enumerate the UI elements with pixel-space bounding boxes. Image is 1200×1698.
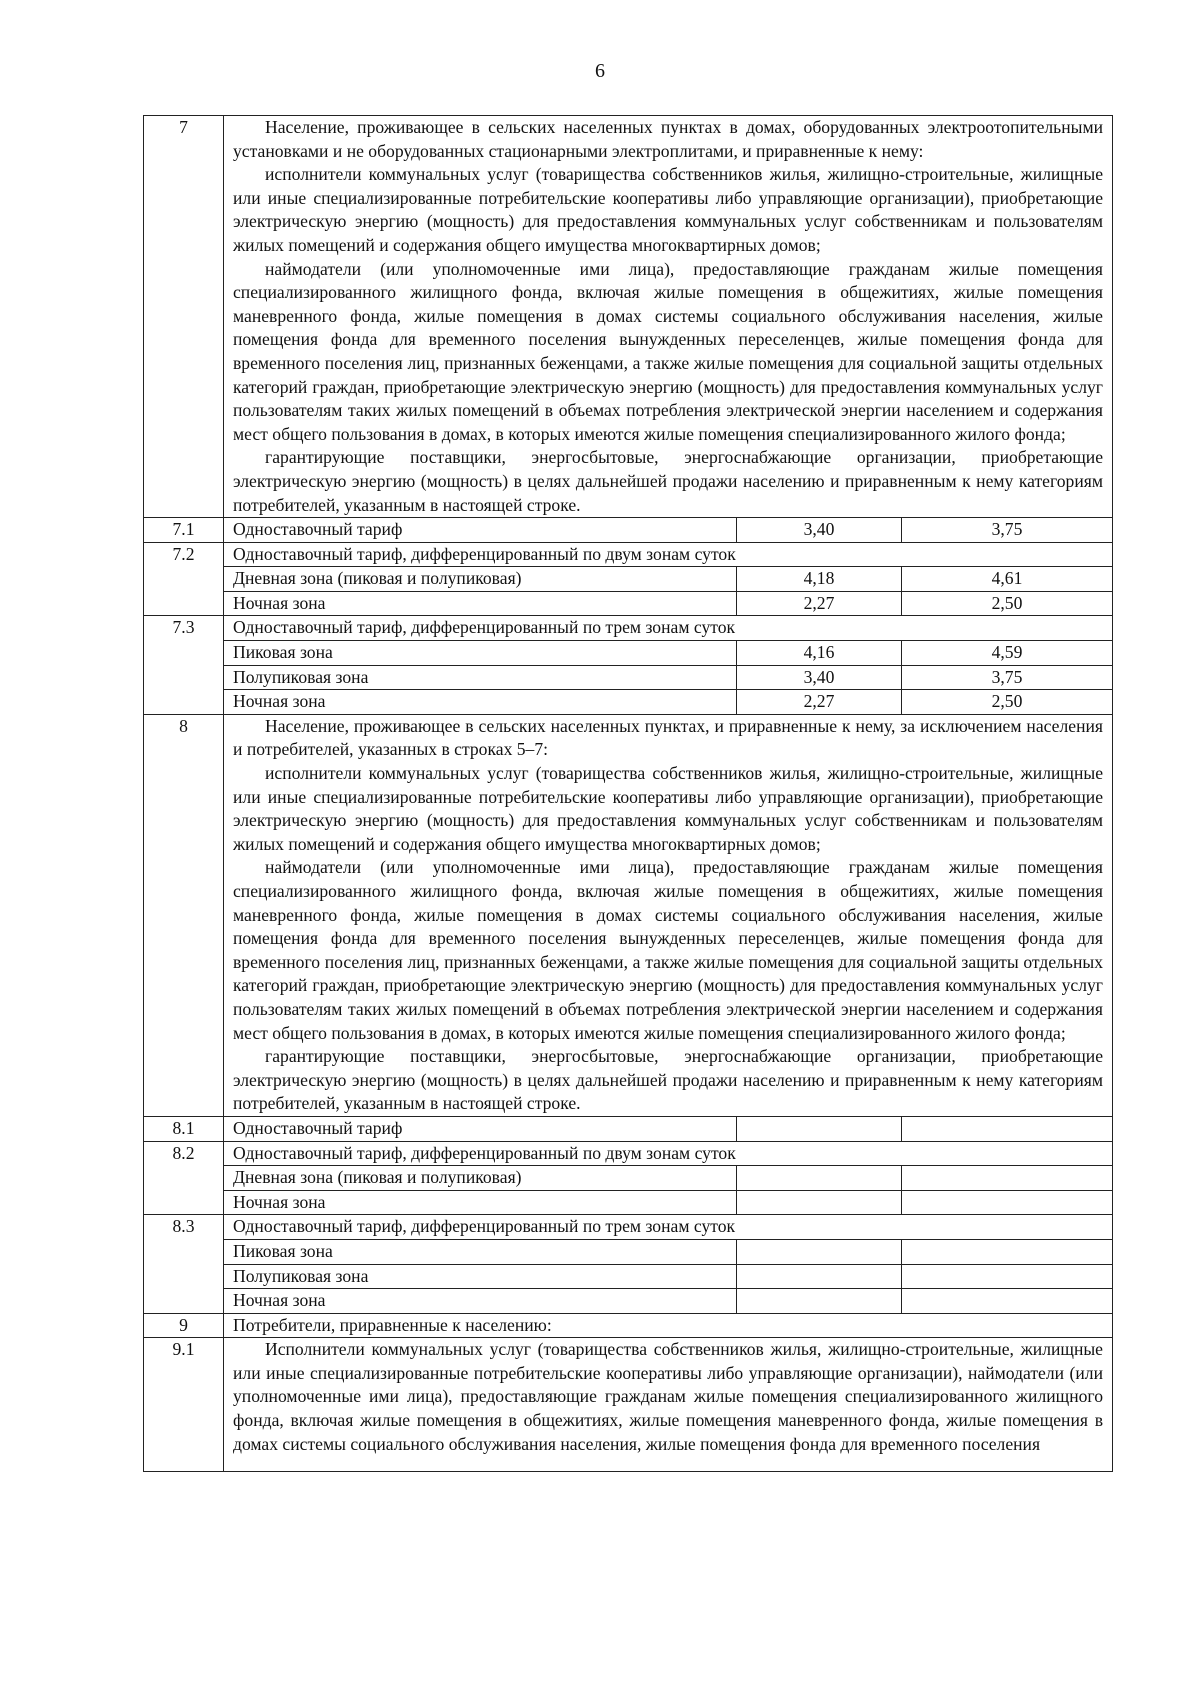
row-number: 8.2 (144, 1141, 224, 1215)
zone-label: Ночная зона (224, 591, 737, 616)
tariff-label: Одноставочный тариф (224, 1116, 737, 1141)
table-row-7-2 (144, 542, 1113, 567)
row-description (224, 1338, 1113, 1472)
tariff-value-2 (902, 1264, 1113, 1289)
row-number: 7 (144, 116, 224, 518)
tariff-value-2: 4,61 (902, 567, 1113, 592)
table-row-8-2-night (144, 1190, 1113, 1215)
table-row-7-3 (144, 616, 1113, 641)
tariff-label: Одноставочный тариф (224, 518, 737, 543)
table-row-7-2-night (144, 591, 1113, 616)
row-number: 7.2 (144, 542, 224, 616)
tariff-value-2 (902, 1190, 1113, 1215)
tariff-value-1 (737, 1116, 902, 1141)
tariff-value-1: 4,16 (737, 641, 902, 666)
tariff-value-1 (737, 1239, 902, 1264)
table-row-8-3-peak (144, 1239, 1113, 1264)
table-row-8-1 (144, 1116, 1113, 1141)
zone-label: Пиковая зона (224, 1239, 737, 1264)
table-row-8 (144, 714, 1113, 1116)
tariff-value-1 (737, 1190, 902, 1215)
tariff-value-2: 2,50 (902, 591, 1113, 616)
zone-label: Дневная зона (пиковая и полупиковая) (224, 1166, 737, 1191)
table-row-7 (144, 116, 1113, 518)
row-number: 9 (144, 1313, 224, 1338)
row-number: 8.3 (144, 1215, 224, 1313)
tariff-label: Одноставочный тариф, дифференцированный по двум зонам суток (224, 1141, 1113, 1166)
table-row-8-3 (144, 1215, 1113, 1240)
tariff-value-1 (737, 1289, 902, 1314)
tariff-value-1 (737, 1166, 902, 1191)
tariff-value-1: 2,27 (737, 591, 902, 616)
tariff-table (143, 115, 1113, 1472)
tariff-value-1: 3,40 (737, 665, 902, 690)
table-row-7-2-day (144, 567, 1113, 592)
table-row-7-3-peak (144, 641, 1113, 666)
table-row-7-3-half (144, 665, 1113, 690)
tariff-value-2: 4,59 (902, 641, 1113, 666)
row-number: 8.1 (144, 1116, 224, 1141)
page-number: 6 (595, 60, 605, 82)
tariff-value-2: 3,75 (902, 518, 1113, 543)
table-row-8-2 (144, 1141, 1113, 1166)
zone-label: Ночная зона (224, 690, 737, 715)
table-row-8-3-night (144, 1289, 1113, 1314)
description-paragraph: Население, проживающее в сельских населенных пунктах в домах, оборудованных электроотопительными установками и не оборудованных стационарными электроплитами, и приравненные к нему: (233, 117, 1103, 161)
zone-label: Ночная зона (224, 1289, 737, 1314)
description-paragraph: наймодатели (или уполномоченные ими лица), предоставляющие гражданам жилые помещения специализированного жилищного фонда, включая жилые помещения в общежитиях, жилые помещения маневренного фонда, жилые помещения в домах системы социального обслуживания населения, жилые помещения фонда для временного поселения вынужденных переселенцев, жилые помещения фонда для временного поселения лиц, признанных беженцами, а также жилые помещения для социальной защиты отдельных категорий граждан, приобретающие электрическую энергию (мощность) для предоставления коммунальных услуг пользователям таких жилых помещений в объемах потребления электрической энергии населением и содержания мест общего пользования в домах, в которых имеются жилые помещения специализированного жилого фонда; (233, 857, 1103, 1043)
tariff-value-1 (737, 1264, 902, 1289)
tariff-label: Одноставочный тариф, дифференцированный по трем зонам суток (224, 616, 1113, 641)
tariff-value-2 (902, 1166, 1113, 1191)
description-paragraph: Население, проживающее в сельских населенных пунктах, и приравненные к нему, за исключением населения и потребителей, указанных в строках 5–7: (233, 715, 1103, 760)
description-paragraph: гарантирующие поставщики, энергосбытовые, энергоснабжающие организации, приобретающие электрическую энергию (мощность) в целях дальнейшей продажи населению и приравненным к нему категориям потребителей, указанным в настоящей строке. (233, 447, 1103, 515)
table-row-8-2-day (144, 1166, 1113, 1191)
tariff-value-1: 3,40 (737, 518, 902, 543)
tariff-value-1: 4,18 (737, 567, 902, 592)
tariff-value-2 (902, 1289, 1113, 1314)
tariff-value-2: 3,75 (902, 665, 1113, 690)
table-row-7-3-night (144, 690, 1113, 715)
tariff-label: Одноставочный тариф, дифференцированный по трем зонам суток (224, 1215, 1113, 1240)
tariff-value-1: 2,27 (737, 690, 902, 715)
row-description (224, 714, 1113, 1116)
table-row-9 (144, 1313, 1113, 1338)
row-number: 9.1 (144, 1338, 224, 1472)
row-description (224, 116, 1113, 518)
description-paragraph: Исполнители коммунальных услуг (товарищества собственников жилья, жилищно-строительные, жилищные или иные специализированные потребительские кооперативы либо управляющие организации), наймодатели (или уполномоченные ими лица), предоставляющие гражданам жилые помещения специализированного жилищного фонда, включая жилые помещения в общежитиях, жилые помещения маневренного фонда, жилые помещения в домах системы социального обслуживания населения, жилые помещения фонда для временного поселения (233, 1339, 1103, 1454)
zone-label: Ночная зона (224, 1190, 737, 1215)
table-row-8-3-half (144, 1264, 1113, 1289)
tariff-value-2 (902, 1116, 1113, 1141)
tariff-value-2: 2,50 (902, 690, 1113, 715)
zone-label: Полупиковая зона (224, 665, 737, 690)
tariff-value-2 (902, 1239, 1113, 1264)
row-number: 7.1 (144, 518, 224, 543)
tariff-label: Одноставочный тариф, дифференцированный по двум зонам суток (224, 542, 1113, 567)
row-number: 8 (144, 714, 224, 1116)
zone-label: Полупиковая зона (224, 1264, 737, 1289)
row-number: 7.3 (144, 616, 224, 714)
table-row-7-1 (144, 518, 1113, 543)
description-paragraph: наймодатели (или уполномоченные ими лица), предоставляющие гражданам жилые помещения специализированного жилищного фонда, включая жилые помещения в общежитиях, жилые помещения маневренного фонда, жилые помещения в домах системы социального обслуживания населения, жилые помещения фонда для временного поселения вынужденных переселенцев, жилые помещения фонда для временного поселения лиц, признанных беженцами, а также жилые помещения для социальной защиты отдельных категорий граждан, приобретающие электрическую энергию (мощность) для предоставления коммунальных услуг пользователям таких жилых помещений в объемах потребления электрической энергии населением и содержания мест общего пользования в домах, в которых имеются жилые помещения специализированного жилого фонда; (233, 258, 1103, 444)
section-label: Потребители, приравненные к населению: (224, 1313, 1113, 1338)
description-paragraph: исполнители коммунальных услуг (товарищества собственников жилья, жилищно-строительные, жилищные или иные специализированные потребительские кооперативы либо управляющие организации), приобретающие электрическую энергию (мощность) для предоставления коммунальных услуг собственникам и пользователям жилых помещений и содержания общего имущества многоквартирных домов; (233, 164, 1103, 255)
description-paragraph: исполнители коммунальных услуг (товарищества собственников жилья, жилищно-строительные, жилищные или иные специализированные потребительские кооперативы либо управляющие организации), приобретающие электрическую энергию (мощность) для предоставления коммунальных услуг собственникам и пользователям жилых помещений и содержания общего имущества многоквартирных домов; (233, 763, 1103, 854)
description-paragraph: гарантирующие поставщики, энергосбытовые, энергоснабжающие организации, приобретающие электрическую энергию (мощность) в целях дальнейшей продажи населению и приравненным к нему категориям потребителей, указанным в настоящей строке. (233, 1046, 1103, 1114)
zone-label: Дневная зона (пиковая и полупиковая) (224, 567, 737, 592)
table-row-9-1 (144, 1338, 1113, 1472)
zone-label: Пиковая зона (224, 641, 737, 666)
